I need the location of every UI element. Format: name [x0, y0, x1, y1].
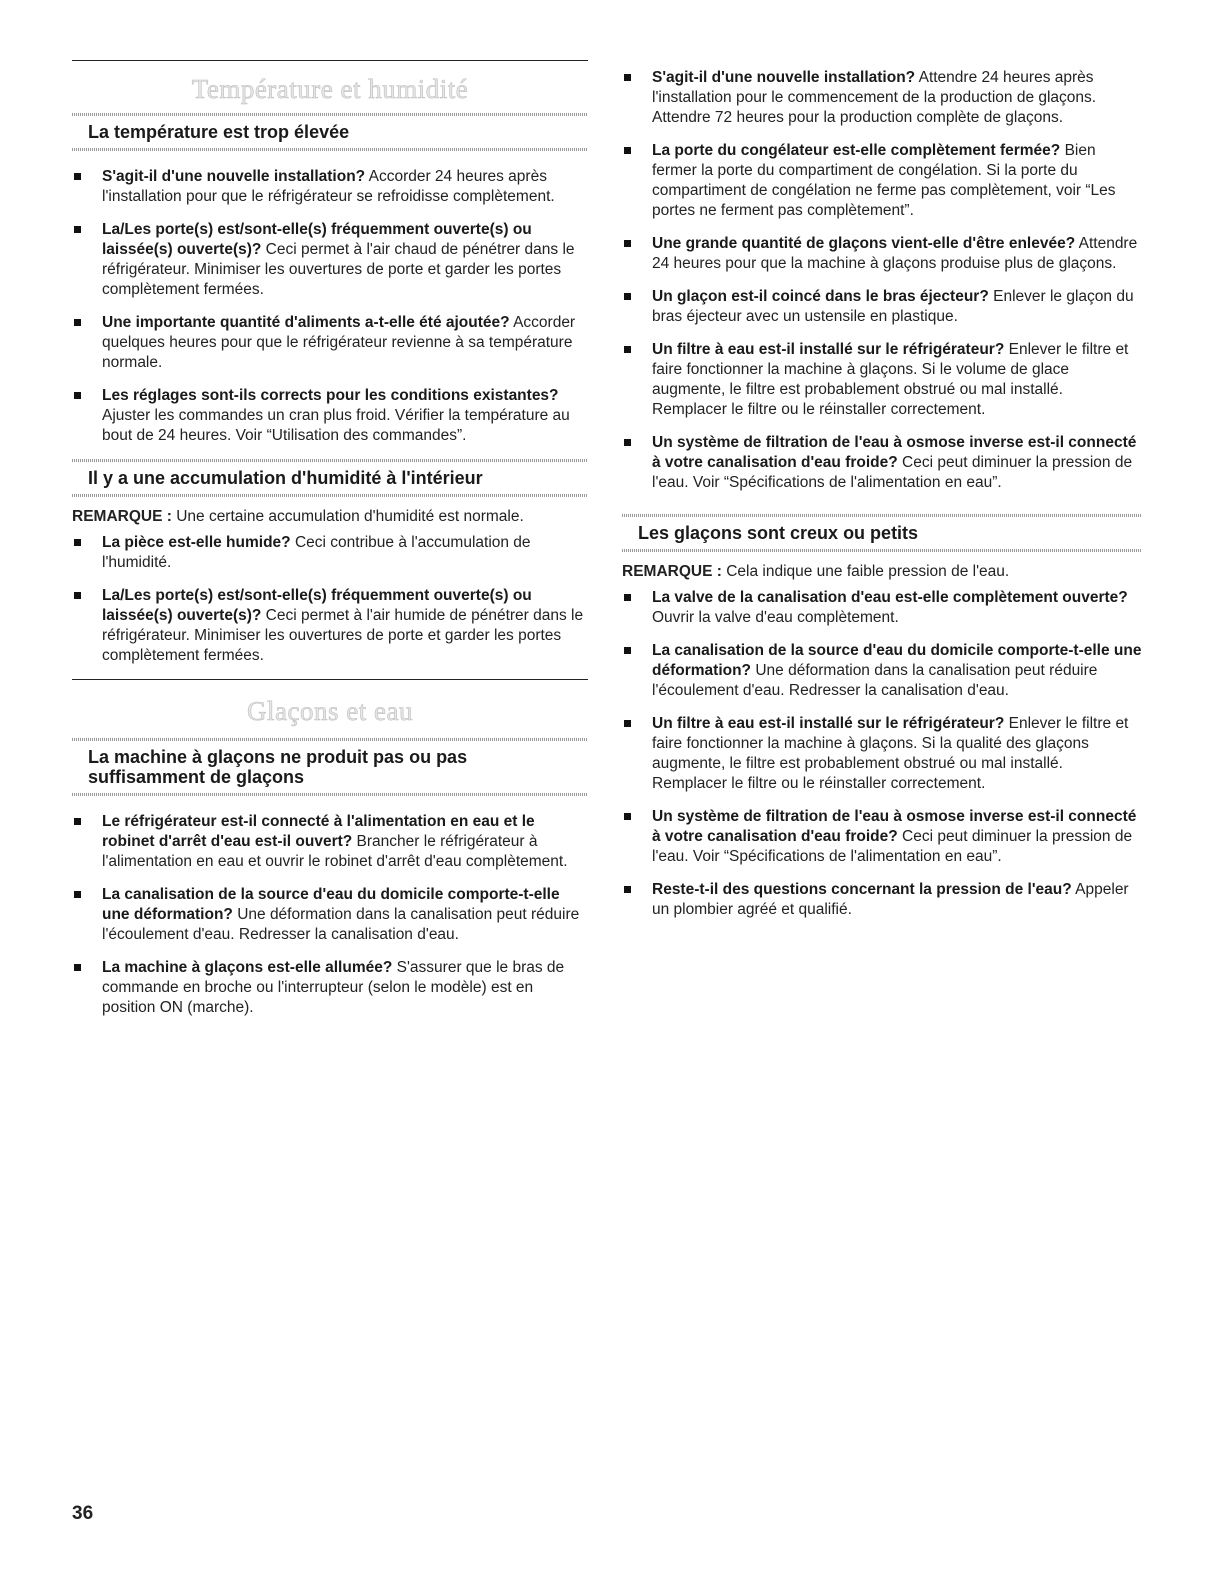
bullet-icon	[74, 319, 81, 326]
bullet-icon	[624, 74, 631, 81]
bullet-icon	[624, 439, 631, 446]
list-item: S'agit-il d'une nouvelle installation? Attendre 24 heures après l'installation pour le commencement de la production de glaçons. Attendre 72 heures pour la production complète de glaçons.	[622, 68, 1142, 128]
dotted-divider	[622, 549, 1142, 552]
bullet-icon	[624, 147, 631, 154]
list-humidity	[72, 533, 588, 666]
bullet-icon	[74, 539, 81, 546]
note-low-pressure: REMARQUE : Cela indique une faible pression de l'eau.	[622, 563, 1010, 580]
list-temperature-high	[72, 167, 588, 446]
section-title-temperature: Température et humidité	[191, 74, 469, 104]
list-item: La/Les porte(s) est/sont-elle(s) fréquemment ouverte(s) ou laissée(s) ouverte(s)? Ceci permet à l'air humide de pénétrer dans le réfrigérateur. Minimiser les ouvertures de porte et garder les portes complètement fermées.	[72, 586, 588, 666]
list-item: La pièce est-elle humide? Ceci contribue à l'accumulation de l'humidité.	[72, 533, 588, 573]
subheading-humidity: Il y a une accumulation d'humidité à l'intérieur	[88, 468, 483, 488]
list-item: La/Les porte(s) est/sont-elle(s) fréquemment ouverte(s) ou laissée(s) ouverte(s)? Ceci permet à l'air chaud de pénétrer dans le réfrigérateur. Minimiser les ouvertures de porte et garder les portes complètement fermées.	[72, 220, 588, 300]
list-item: La valve de la canalisation d'eau est-elle complètement ouverte? Ouvrir la valve d'eau complètement.	[622, 588, 1142, 628]
list-item: Un filtre à eau est-il installé sur le réfrigérateur? Enlever le filtre et faire fonctionner la machine à glaçons. Si le volume de glace augmente, le filtre est probablement obstrué ou mal installé. Remplacer le filtre ou le réinstaller correctement.	[622, 340, 1142, 420]
list-item: Un filtre à eau est-il installé sur le réfrigérateur? Enlever le filtre et faire fonctionner la machine à glaçons. Si la qualité des glaçons augmente, le filtre est probablement obstrué ou mal installé. Remplacer le filtre ou le réinstaller correctement.	[622, 714, 1142, 794]
note-humidity: REMARQUE : Une certaine accumulation d'humidité est normale.	[72, 508, 524, 525]
bullet-icon	[624, 293, 631, 300]
bullet-icon	[624, 813, 631, 820]
bullet-icon	[624, 594, 631, 601]
list-item: Une grande quantité de glaçons vient-elle d'être enlevée? Attendre 24 heures pour que la machine à glaçons produise plus de glaçons.	[622, 234, 1142, 274]
list-item: Les réglages sont-ils corrects pour les conditions existantes? Ajuster les commandes un cran plus froid. Vérifier la température au bout de 24 heures. Voir “Utilisation des commandes”.	[72, 386, 588, 446]
bullet-icon	[624, 647, 631, 654]
bullet-icon	[74, 964, 81, 971]
bullet-icon	[74, 392, 81, 399]
list-item: La porte du congélateur est-elle complètement fermée? Bien fermer la porte du compartiment de congélation. Si la porte du compartiment de congélation ne ferme pas complètement, voir “Les portes ne ferment pas complètement”.	[622, 141, 1142, 221]
bullet-icon	[74, 818, 81, 825]
list-item: Un système de filtration de l'eau à osmose inverse est-il connecté à votre canalisation d'eau froide? Ceci peut diminuer la pression de l'eau. Voir “Spécifications de l'alimentation en eau”.	[622, 433, 1142, 493]
page-number: 36	[72, 1503, 94, 1524]
list-item: Le réfrigérateur est-il connecté à l'alimentation en eau et le robinet d'arrêt d'eau est-il ouvert? Brancher le réfrigérateur à l'alimentation en eau et ouvrir le robinet d'arrêt d'eau complètement.	[72, 812, 588, 872]
subheading-hollow-ice: Les glaçons sont creux ou petits	[638, 523, 919, 543]
list-item: La machine à glaçons est-elle allumée? S'assurer que le bras de commande en broche ou l'interrupteur (selon le modèle) est en position ON (marche).	[72, 958, 588, 1018]
list-ice-maker	[72, 812, 588, 1018]
list-item: Reste-t-il des questions concernant la pression de l'eau? Appeler un plombier agréé et qualifié.	[622, 880, 1142, 920]
list-item: Une importante quantité d'aliments a-t-elle été ajoutée? Accorder quelques heures pour que le réfrigérateur revienne à sa température normale.	[72, 313, 588, 373]
section-title-ice-water: Glaçons et eau	[247, 696, 413, 726]
dotted-divider	[72, 494, 588, 497]
bullet-icon	[624, 346, 631, 353]
bullet-icon	[74, 173, 81, 180]
right-column	[622, 68, 1142, 933]
bullet-icon	[624, 240, 631, 247]
subheading-temperature-high: La température est trop élevée	[88, 122, 350, 142]
list-ice-maker-continued	[622, 68, 1142, 493]
list-item: La canalisation de la source d'eau du domicile comporte-t-elle une déformation? Une déformation dans la canalisation peut réduire l'écoulement d'eau. Redresser la canalisation d'eau.	[622, 641, 1142, 701]
list-item: La canalisation de la source d'eau du domicile comporte-t-elle une déformation? Une déformation dans la canalisation peut réduire l'écoulement d'eau. Redresser la canalisation d'eau.	[72, 885, 588, 945]
subheading-ice-maker: La machine à glaçons ne produit pas ou pas suffisamment de glaçons	[88, 747, 468, 787]
bullet-icon	[624, 720, 631, 727]
list-item: S'agit-il d'une nouvelle installation? Accorder 24 heures après l'installation pour que le réfrigérateur se refroidisse complètement.	[72, 167, 588, 207]
list-hollow-ice	[622, 588, 1142, 920]
bullet-icon	[74, 891, 81, 898]
list-item: Un glaçon est-il coincé dans le bras éjecteur? Enlever le glaçon du bras éjecteur avec un ustensile en plastique.	[622, 287, 1142, 327]
bullet-icon	[624, 886, 631, 893]
list-item: Un système de filtration de l'eau à osmose inverse est-il connecté à votre canalisation d'eau froide? Ceci peut diminuer la pression de l'eau. Voir “Spécifications de l'alimentation en eau”.	[622, 807, 1142, 867]
bullet-icon	[74, 592, 81, 599]
left-column	[72, 60, 588, 1031]
bullet-icon	[74, 226, 81, 233]
